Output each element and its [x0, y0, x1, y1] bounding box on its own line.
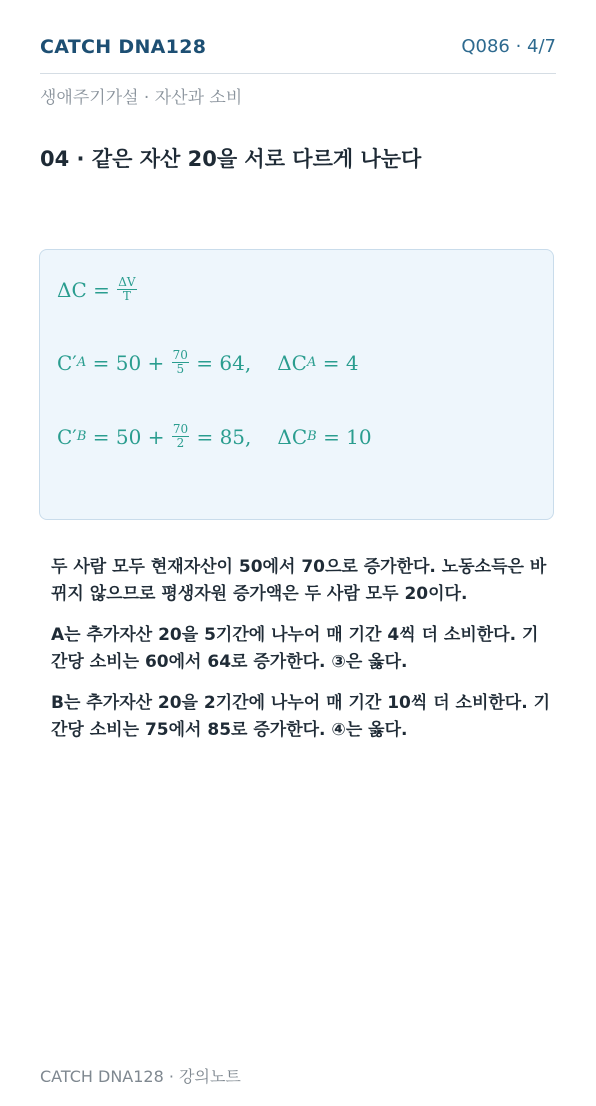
eq3-delta-value: = 10: [323, 424, 372, 449]
eq2-equals: =: [86, 350, 116, 375]
eq2-numerator: 70: [172, 348, 188, 362]
subtitle: 생애주기가설 · 자산과 소비: [40, 88, 243, 108]
equation-3: [57, 423, 372, 450]
eq1-fraction: [117, 276, 136, 303]
eq1-equals: =: [86, 277, 117, 302]
eq1-denominator: T: [122, 289, 131, 304]
paragraph-3: B는 추가자산 20을 2기간에 나누어 매 기간 10씩 더 소비한다. 기간당 소비는 75에서 85로 증가한다. ④는 옳다.: [51, 693, 551, 740]
question-counter: Q086 · 4/7: [461, 36, 556, 57]
footer: CATCH DNA128 · 강의노트: [40, 1067, 241, 1086]
equation-2: [57, 349, 359, 376]
eq3-denominator: 2: [176, 436, 185, 451]
eq3-delta: ΔC: [277, 424, 308, 449]
brand-title: CATCH DNA128: [40, 36, 207, 58]
eq3-delta-subscript: B: [307, 429, 317, 445]
eq2-denominator: 5: [176, 362, 185, 377]
eq2-expr: 50 +: [115, 350, 165, 375]
equation-1: [57, 276, 138, 303]
eq3-fraction: [172, 423, 189, 450]
eq3-subscript: B: [76, 429, 87, 445]
eq3-numerator: 70: [172, 422, 189, 436]
eq3-equals: =: [86, 424, 116, 449]
header: [40, 36, 556, 74]
eq1-lhs: ΔC: [57, 277, 87, 302]
paragraph-2: A는 추가자산 20을 5기간에 나누어 매 기간 4씩 더 소비한다. 기간당 소비는 60에서 64로 증가한다. ③은 옳다.: [51, 625, 539, 672]
eq2-base: C′: [57, 350, 77, 375]
math-box: [39, 249, 554, 520]
eq1-numerator: ΔV: [118, 275, 136, 289]
eq3-result: = 85,: [196, 424, 252, 449]
eq3-expr: 50 +: [115, 424, 165, 449]
eq2-delta: ΔC: [277, 350, 307, 375]
eq2-delta-value: = 4: [322, 350, 359, 375]
paragraph-1: 두 사람 모두 현재자산이 50에서 70으로 증가한다. 노동소득은 바뀌지 않으므로 평생자원 증가액은 두 사람 모두 20이다.: [51, 557, 547, 604]
eq2-fraction: [172, 349, 189, 376]
page-title: 04 · 같은 자산 20을 서로 다르게 나눈다: [40, 147, 422, 171]
eq2-subscript: A: [76, 355, 87, 371]
eq2-delta-subscript: A: [306, 355, 317, 371]
eq3-base: C′: [57, 424, 77, 449]
eq2-result: = 64,: [196, 350, 252, 375]
